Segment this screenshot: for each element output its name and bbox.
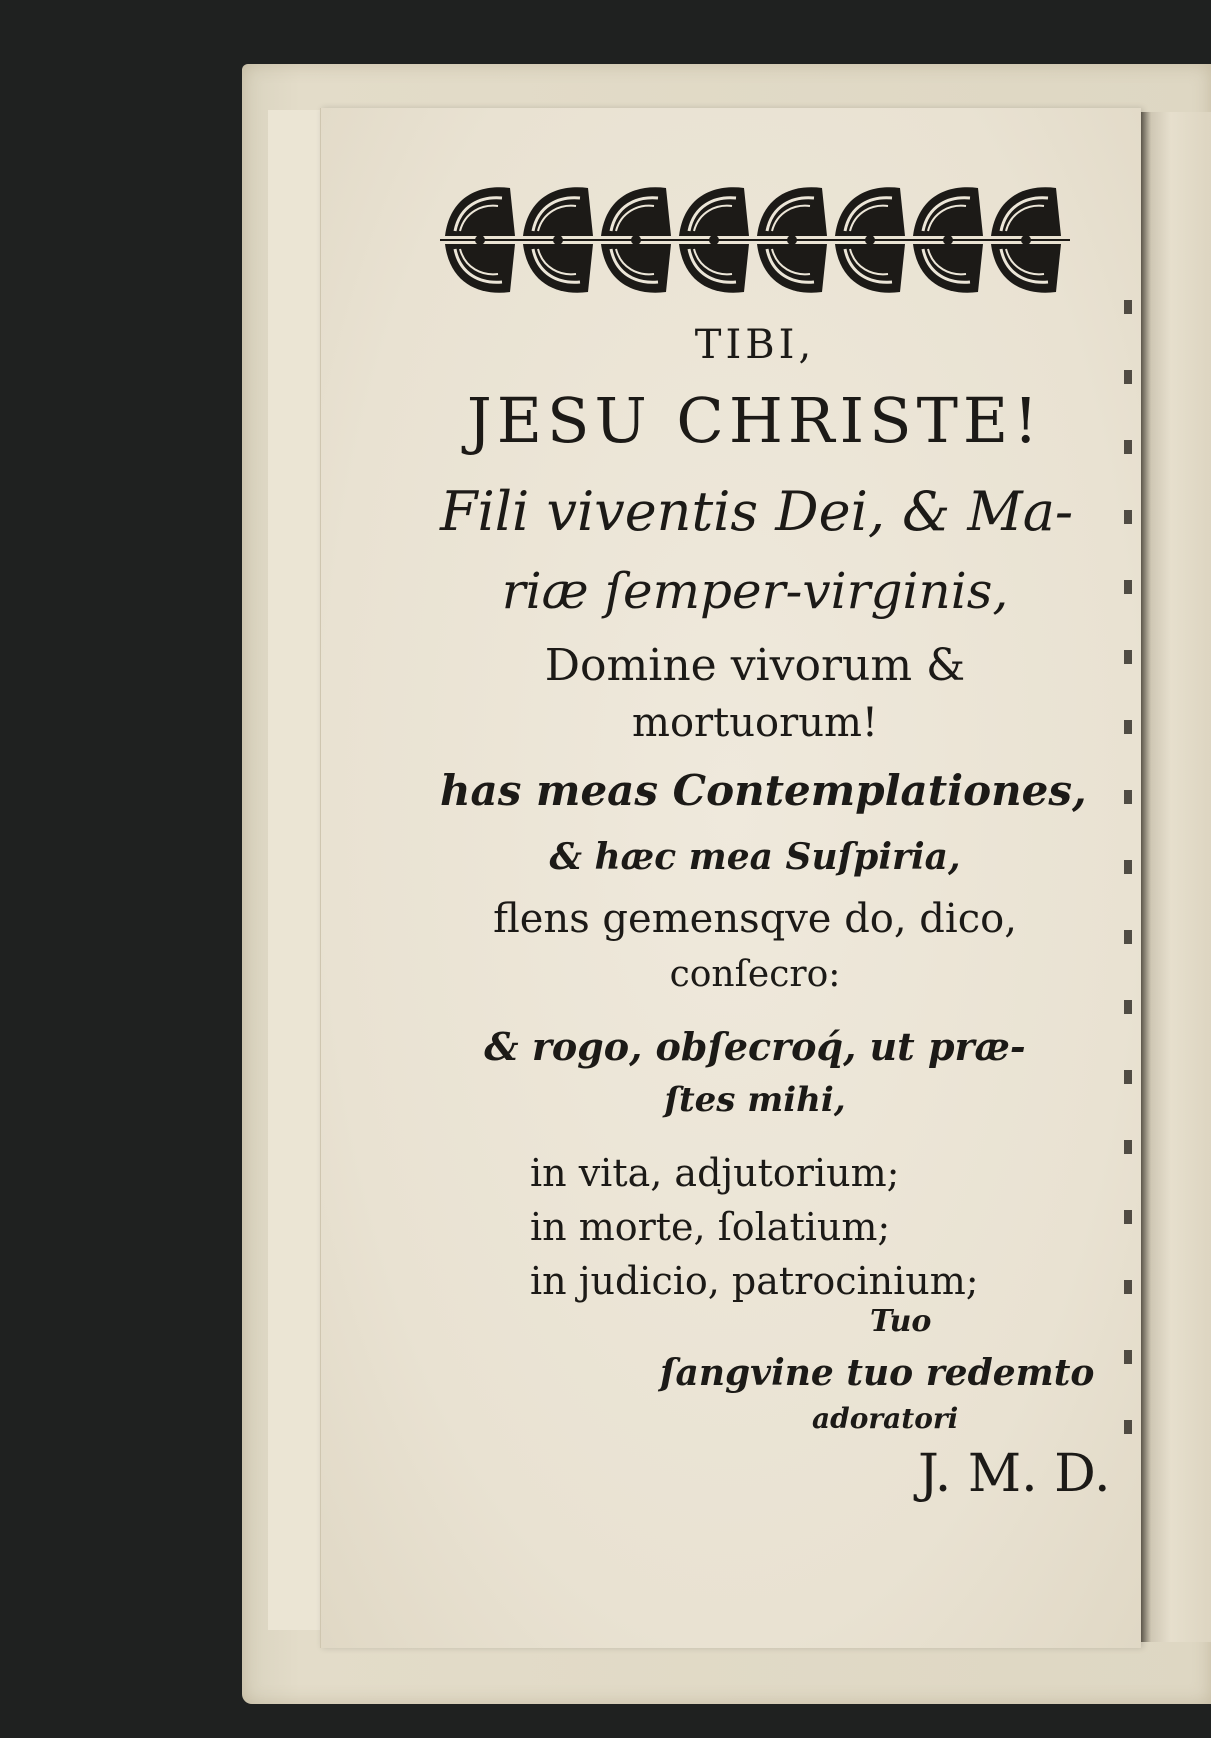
line-consecro: conſecro: [669,954,841,995]
page-edge [290,110,321,1630]
line-tuo: Tuo [870,1304,932,1339]
tibi-line: TIBI, [694,322,816,368]
line-haec: & hæc mea Suſpiria, [549,836,961,878]
line-rogo: & rogo, obſecroq́, ut præ- [484,1024,1026,1069]
line-vita: in vita, adjutorium; [530,1151,900,1195]
line-has: has meas Contemplationes, [440,766,1087,815]
heading-jesu-christe: JESU CHRISTE! [466,384,1044,457]
line-fili: Fili viventis Dei, & Ma- [440,480,1074,543]
facing-page-gutter [1138,112,1211,1642]
line-riae: riæ ſemper-virginis, [501,562,1009,620]
ornament-band [440,176,1070,304]
line-morte: in morte, ſolatium; [530,1205,891,1249]
initials-jmd: J. M. D. [918,1444,1111,1504]
line-mortuorum: mortuorum! [632,700,878,746]
line-stes: ſtes mihi, [664,1080,846,1120]
line-flens: flens gemensqve do, dico, [493,896,1017,942]
line-adoratori: adoratori [812,1402,959,1435]
line-sangvine: ſangvine tuo redemto [660,1352,1095,1394]
binding-stitch-marks [1124,300,1132,1450]
line-domine: Domine vivorum & [544,640,966,691]
line-judicio: in judicio, patrocinium; [530,1259,979,1303]
